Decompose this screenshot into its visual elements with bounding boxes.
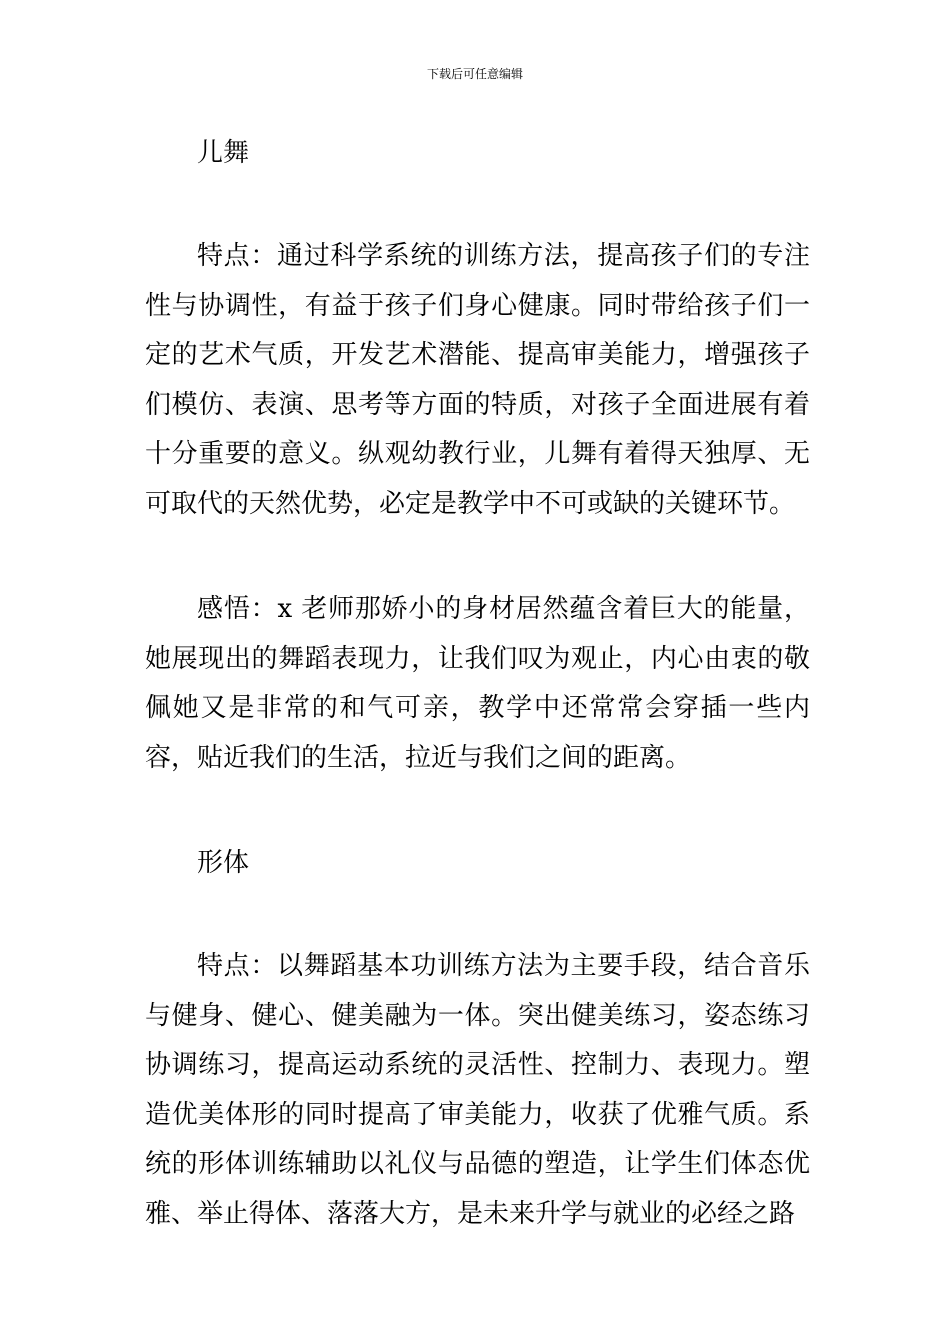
document-body [145,129,810,1239]
section-heading: 形体 [197,848,250,878]
section-heading: 儿舞 [197,138,250,168]
paragraph-features: 特点：以舞蹈基本功训练方法为主要手段，结合音乐与健身、健心、健美融为一体。突出健美练习，姿态练习协调练习，提高运动系统的灵活性、控制力、表现力。塑造优美体形的同时提高了审美能力，收获了优雅气质。系统的形体训练辅助以礼仪与品德的塑造，让学生们体态优雅、举止得体、落落大方，是未来升学与就业的必经之路 [145,951,810,1229]
paragraph-reflection: 感悟：x 老师那娇小的身材居然蕴含着巨大的能量，她展现出的舞蹈表现力，让我们叹为观止，内心由衷的敬佩她又是非常的和气可亲，教学中还常常会穿插一些内容，贴近我们的生活，拉近与我们之间的距离。 [145,594,810,773]
page-header-note: 下载后可任意编辑 [426,67,523,81]
paragraph-features: 特点：通过科学系统的训练方法，提高孩子们的专注性与协调性，有益于孩子们身心健康。同时带给孩子们一定的艺术气质，开发艺术潜能、提高审美能力，增强孩子们模仿、表演、思考等方面的特质，对孩子全面进展有着十分重要的意义。纵观幼教行业，儿舞有着得天独厚、无可取代的天然优势，必定是教学中不可或缺的关键环节。 [145,241,810,519]
section-children-dance [145,129,810,839]
section-body-shaping [145,839,810,1239]
